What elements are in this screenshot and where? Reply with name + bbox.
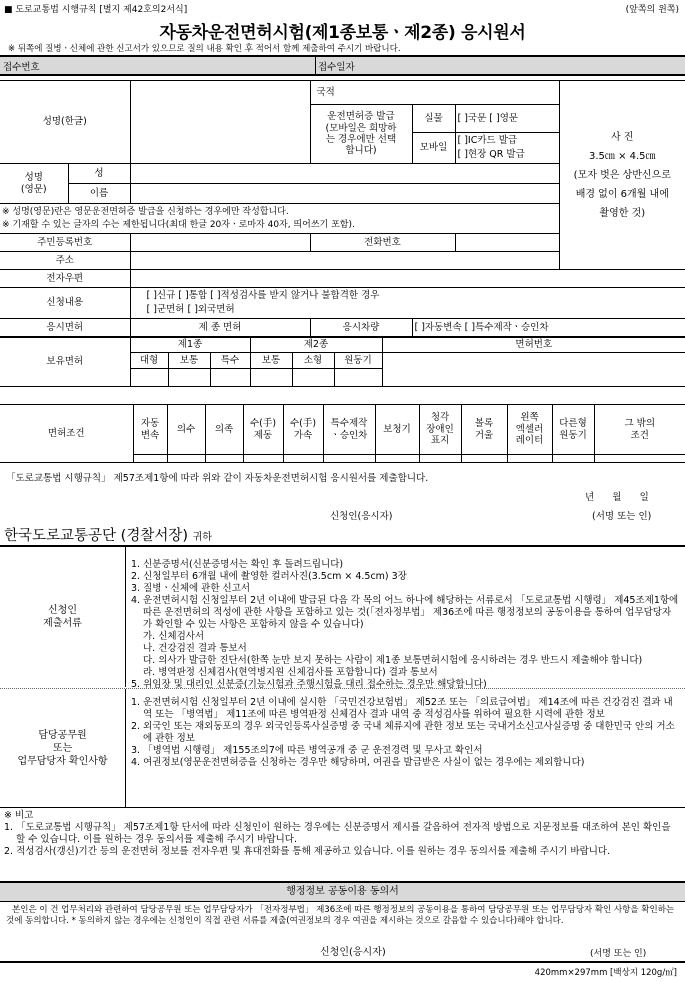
condition-cell[interactable] — [167, 455, 205, 463]
photo-description: (모자 벗은 상반신으로 배경 없이 6개월 내에 촬영한 것) — [573, 169, 671, 219]
official-check-item: 2. 외국인 또는 재외동포의 경우 외국인등록사실증명 중 국내 체류지에 관한 정보 또는 국내거소신고사실증명 중 대한민국 안의 거소에 관한 정보 — [131, 721, 675, 744]
condition-cell[interactable] — [243, 455, 283, 463]
remarks-item: 1. 「도로교통법 시행규칙」 제57조제1항 단서에 따라 신청인이 원하는 경우에는 신분증명서 제시를 갈음하여 전자적 방법으로 지문정보를 대조하여 본인 확인을 할 수 있습니다. 이를 원하는 경우 동의서를 제출해 주시기 바랍니다. — [4, 822, 671, 845]
class2-item: 소형 — [292, 353, 334, 369]
held-license-table — [0, 337, 685, 387]
condition-cell[interactable] — [594, 455, 685, 463]
receipt-row — [0, 57, 685, 74]
class1-cell[interactable] — [168, 369, 210, 387]
application-type-label: 신청내용 — [0, 288, 130, 319]
address-field[interactable] — [130, 252, 559, 270]
remarks-title: ※ 비고 — [4, 810, 34, 821]
official-check-section — [0, 689, 685, 807]
class1-cell[interactable] — [210, 369, 250, 387]
rrn-field[interactable] — [130, 234, 310, 252]
condition-cell[interactable] — [507, 455, 552, 463]
addressee-suffix: 귀하 — [192, 532, 212, 543]
consent-title: 행정정보 공동이용 동의서 — [0, 883, 685, 901]
submit-doc-item: 다. 의사가 발급한 진단서(한쪽 눈만 보지 못하는 사람이 제1종 보통면허시험에 응시하려는 경우 반드시 제출해야 합니다) — [143, 655, 643, 666]
given-name-field[interactable] — [130, 184, 559, 204]
condition-cell[interactable] — [375, 455, 419, 463]
submit-doc-item: 3. 질병ㆍ신체에 관한 신고서 — [131, 583, 251, 594]
mobile-label: 모바일 — [412, 133, 455, 164]
license-issue-label: 운전면허증 발급 (모바일은 희망하 는 경우에만 선택 합니다) — [310, 105, 412, 164]
submit-doc-item: 4. 운전면허시험 신청일부터 2년 이내에 발급된 다음 각 목의 어느 하나에 해당하는 서류로서 「도로교통법 시행령」 제45조제1항에 따른 운전면허의 적성에 관한 사항을 포함하고 있는 것(「전자정부법」 제36조에 따른 행정정보의 공동이용을 통하여 업무담당자가 확인할 수 있는 사항은 포함하지 않을 수 있습니다) — [131, 595, 679, 630]
nationality-label: 국적 — [310, 81, 559, 105]
consent-text: 본인은 이 건 업무처리와 관련하여 담당공무원 또는 업무담당자가 「전자정부법」 제36조에 따른 행정정보의 공동이용을 통하여 담당공무원 또는 업무담당자 확인 사항을 확인하는 것에 동의합니다. * 동의하지 않는 경우에는 신청인이 직접 관련 서류를 제출(여권정보의 경우 여권을 제시하는 것으로 갈음할 수 있습니다)해야 합니다. — [6, 905, 675, 926]
official-check-item: 3. 「병역법 시행령」 제155조의7에 따른 병역공개 중 군 운전경력 및 무사고 확인서 — [131, 745, 483, 756]
condition-item: 자동 변속 — [133, 405, 167, 455]
mobile-option-ic[interactable]: [ ]IC카드 발급 — [457, 135, 518, 146]
declaration-text: 「도로교통법 시행규칙」 제57조제1항에 따라 위와 같이 자동차운전면허시험 응시원서를 제출합니다. — [6, 473, 429, 484]
condition-cell[interactable] — [323, 455, 375, 463]
declaration-sign-label[interactable]: (서명 또는 인) — [592, 511, 652, 522]
condition-item: 의족 — [205, 405, 243, 455]
class1-item: 보통 — [168, 353, 210, 369]
remarks-section — [4, 810, 680, 858]
photo-title: 사 진 — [611, 131, 634, 143]
email-field[interactable] — [130, 270, 685, 288]
email-label: 전자우편 — [0, 270, 130, 288]
address-label: 주소 — [0, 252, 130, 270]
name-korean-field[interactable] — [130, 81, 310, 164]
held-license-label: 보유면허 — [0, 338, 130, 387]
condition-item: 볼록 거울 — [461, 405, 507, 455]
photo-size: 3.5㎝ × 4.5㎝ — [589, 150, 656, 162]
class2-cell[interactable] — [334, 369, 382, 387]
conditions-label: 면허조건 — [0, 405, 133, 463]
submit-docs-label: 신청인 제출서류 — [43, 605, 82, 629]
form-note: ※ 뒤쪽에 질병ㆍ신체에 관한 신고서가 있으므로 질의 내용 확인 후 적어서 함께 제출하여 주시기 바랍니다. — [8, 44, 401, 54]
license-number-label: 면허번호 — [382, 338, 685, 353]
receipt-date-label: 접수일자 — [318, 62, 355, 73]
condition-item: 그 밖의 조건 — [594, 405, 685, 455]
addressee — [4, 524, 212, 545]
declaration-applicant-label: 신청인(응시자) — [330, 511, 393, 522]
name-korean-label: 성명(한글) — [0, 81, 130, 164]
form-reference: ■ 도로교통법 시행규칙 [별지 제42호의2서식] — [4, 5, 188, 15]
exam-vehicle-label: 응시차량 — [310, 319, 412, 337]
surname-label: 성 — [68, 164, 130, 184]
official-check-item: 1. 운전면허시험 신청일부터 2년 이내에 실시한 「국민건강보험법」 제52조 또는 「의료급여법」 제14조에 따른 건강검진 결과 내역 또는 「병역법」 제11조에 따른 병역판정 신체검사 결과 내역 중 적성검사를 위하여 필요한 시력에 관한 정보 — [131, 697, 673, 720]
condition-item: 의수 — [167, 405, 205, 455]
class1-item: 특수 — [210, 353, 250, 369]
condition-item: 다른형 원동기 — [552, 405, 594, 455]
submit-doc-item: 1. 신분증명서(신분증명서는 확인 후 돌려드립니다) — [131, 559, 344, 570]
license-number-field[interactable] — [382, 353, 685, 387]
surname-field[interactable] — [130, 164, 559, 184]
class1-label: 제1종 — [130, 338, 250, 353]
class2-label: 제2종 — [250, 338, 382, 353]
declaration-date[interactable]: 년 월 일 — [585, 492, 649, 503]
class2-item: 원동기 — [334, 353, 382, 369]
submit-doc-item: 가. 신체검사서 — [143, 631, 205, 642]
remarks-item: 2. 적성검사(갱신)기간 등의 운전면허 정보를 전자우편 및 휴대전화를 통해 제공하고 있습니다. 이를 원하는 경우 동의서를 제출해 주시기 바랍니다. — [4, 846, 611, 857]
receipt-number-label: 접수번호 — [3, 62, 40, 73]
condition-item: 보청기 — [375, 405, 419, 455]
condition-item: 청각 장애인 표지 — [419, 405, 461, 455]
exam-vehicle-options[interactable]: [ ]자동변속 [ ]특수제작ㆍ승인차 — [412, 319, 685, 337]
condition-item: 수(手) 가속 — [283, 405, 323, 455]
class1-item: 대형 — [130, 353, 168, 369]
addressee-name: 한국도로교통공단 (경찰서장) — [4, 528, 189, 544]
official-check-list — [131, 697, 679, 769]
english-note-1: ※ 성명(영문)란은 영문운전면허증 발급을 신청하는 경우에만 작성합니다. — [2, 206, 289, 217]
phone-label: 전화번호 — [310, 234, 455, 252]
condition-cell[interactable] — [283, 455, 323, 463]
rrn-label: 주민등록번호 — [0, 234, 130, 252]
exam-license-label: 응시면허 — [0, 319, 130, 337]
phone-field[interactable] — [455, 234, 559, 252]
condition-cell[interactable] — [461, 455, 507, 463]
submit-doc-item: 5. 위임장 및 대리인 신분증(기능시험과 주행시험을 대리 접수하는 경우만 해당합니다) — [131, 679, 487, 690]
physical-options[interactable]: [ ]국문 [ ]영문 — [455, 105, 559, 133]
mobile-options[interactable] — [455, 133, 559, 164]
photo-box[interactable] — [559, 81, 685, 270]
name-english-label: 성명 (영문) — [0, 164, 68, 204]
exam-license-class[interactable]: 제 종 면허 — [130, 319, 310, 337]
paper-size: 420mm×297mm [백상지 120g/㎡] — [534, 968, 677, 978]
application-type-options[interactable] — [130, 288, 685, 319]
submit-doc-item: 2. 신청일부터 6개월 내에 촬영한 컬러사진(3.5cm × 4.5cm) 3장 — [131, 571, 407, 582]
applicant-table — [0, 80, 685, 337]
submit-docs-list — [131, 559, 679, 691]
application-type-line2[interactable]: [ ]군면허 [ ]외국면허 — [146, 304, 235, 315]
english-name-notes — [0, 204, 559, 234]
condition-cell[interactable] — [205, 455, 243, 463]
front-side-note: (앞쪽의 윈쪽) — [625, 5, 679, 15]
condition-item: 특수제작 ㆍ승인차 — [323, 405, 375, 455]
given-name-label: 이름 — [68, 184, 130, 204]
physical-label: 실물 — [412, 105, 455, 133]
consent-applicant-label: 신청인(응시자) — [320, 947, 386, 958]
mobile-option-qr[interactable]: [ ]현장 QR 발급 — [457, 149, 525, 160]
conditions-table — [0, 404, 685, 463]
consent-sign-label[interactable]: (서명 또는 인) — [590, 949, 647, 959]
official-check-label: 담당공무원 또는 업무담당자 확인사항 — [17, 729, 108, 767]
form-title: 자동차운전면허시험(제1종보통ㆍ제2종) 응시원서 — [159, 23, 526, 43]
official-check-item: 4. 여권정보(영문운전면허증을 신청하는 경우만 해당하며, 여권을 발급받은 사실이 없는 경우에는 제외합니다) — [131, 757, 585, 768]
submit-doc-item: 나. 건강검진 결과 통보서 — [143, 643, 247, 654]
class1-cell[interactable] — [130, 369, 168, 387]
english-note-2: ※ 기재할 수 있는 글자의 수는 제한됩니다(최대 한글 20자ㆍ로마자 40자, 띄어쓰기 포함). — [2, 219, 355, 230]
submit-docs-section — [0, 547, 685, 690]
class2-cell[interactable] — [250, 369, 292, 387]
condition-item: 왼쪽 엑셀러 레이터 — [507, 405, 552, 455]
condition-item: 수(手) 제동 — [243, 405, 283, 455]
submit-doc-item: 라. 병역판정 신체검사(현역병지원 신체검사를 포함합니다) 결과 통보서 — [143, 667, 438, 678]
condition-cell[interactable] — [419, 455, 461, 463]
condition-cell[interactable] — [552, 455, 594, 463]
application-type-line1[interactable]: [ ]신규 [ ]통합 [ ]적성검사를 받지 않거나 불합격한 경우 — [146, 290, 380, 301]
condition-cell[interactable] — [133, 455, 167, 463]
class2-cell[interactable] — [292, 369, 334, 387]
class2-item: 보통 — [250, 353, 292, 369]
